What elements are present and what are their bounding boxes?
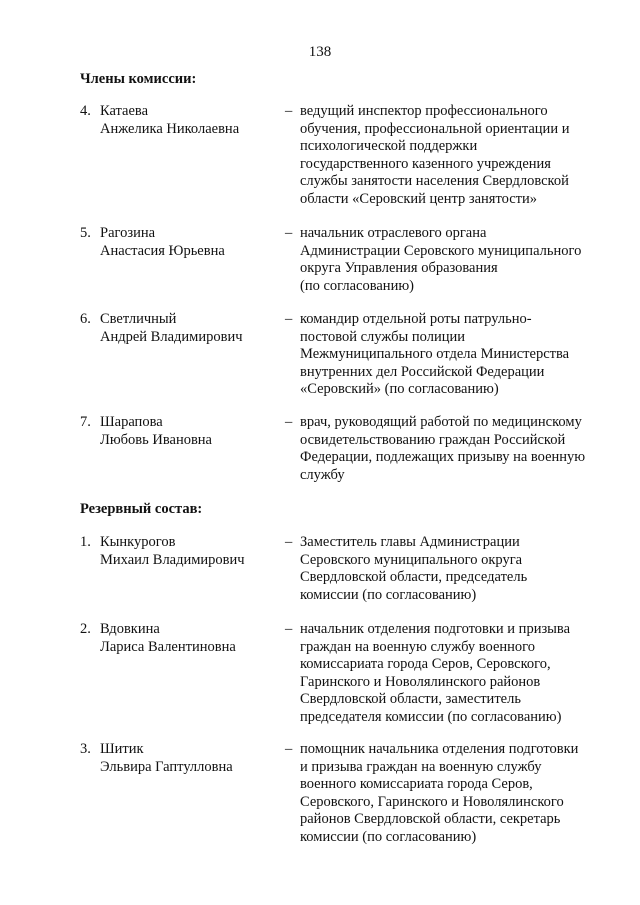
dash: – <box>285 311 293 327</box>
entry-number: 5. <box>80 225 91 241</box>
description-line: психологической поддержки <box>300 138 478 154</box>
page-number: 138 <box>308 44 332 60</box>
description-line: освидетельствованию граждан Российской <box>300 431 566 448</box>
description-line: государственного казенного учреждения <box>300 155 551 172</box>
position-description <box>300 103 610 208</box>
description-line: Межмуниципального отдела Министерства <box>300 346 570 362</box>
dash: – <box>285 225 293 241</box>
surname: Шарапова <box>100 414 163 430</box>
description-line: области «Серовский центр занятости» <box>300 190 537 207</box>
position-description <box>300 414 610 484</box>
person-name <box>100 414 275 449</box>
description-line: (по согласованию) <box>300 277 414 294</box>
description-line: постовой службы полиции <box>300 328 465 345</box>
position-description <box>300 621 610 726</box>
given-names: Андрей Владимирович <box>100 328 243 345</box>
dash: – <box>285 621 293 637</box>
entry-number: 2. <box>80 621 91 637</box>
given-names: Михаил Владимирович <box>100 551 245 568</box>
members-heading: Члены комиссии: <box>80 71 197 87</box>
entry-number: 4. <box>80 103 91 119</box>
description-line: начальник отделения подготовки и призыва <box>300 621 571 637</box>
surname: Кынкурогов <box>100 534 176 550</box>
description-line: помощник начальника отделения подготовки <box>300 741 579 757</box>
person-name <box>100 741 275 776</box>
person-name <box>100 311 275 346</box>
description-line: граждан на военную службу военного <box>300 638 535 655</box>
person-name <box>100 534 275 569</box>
description-line: внутренних дел Российской Федерации <box>300 363 545 380</box>
given-names: Эльвира Гаптулловна <box>100 758 233 775</box>
person-name <box>100 103 275 138</box>
position-description <box>300 534 610 604</box>
entry-number: 7. <box>80 414 91 430</box>
entry-number: 1. <box>80 534 91 550</box>
given-names: Лариса Валентиновна <box>100 638 236 655</box>
person-name <box>100 225 275 260</box>
description-line: комиссии (по согласованию) <box>300 828 477 845</box>
surname: Рагозина <box>100 225 156 241</box>
surname: Светличный <box>100 311 177 327</box>
surname: Катаева <box>100 103 149 119</box>
position-description <box>300 225 610 295</box>
reserve-heading: Резервный состав: <box>80 501 203 517</box>
description-line: округа Управления образования <box>300 260 498 276</box>
description-line: Серовского муниципального округа <box>300 551 523 568</box>
description-line: комиссариата города Серов, Серовского, <box>300 656 551 672</box>
person-name <box>100 621 275 656</box>
description-line: ведущий инспектор профессионального <box>300 103 548 119</box>
description-line: службу <box>300 466 345 483</box>
description-line: врач, руководящий работой по медицинскому <box>300 414 582 430</box>
description-line: Свердловской области, председатель <box>300 569 528 585</box>
description-line: Серовского, Гаринского и Новолялинского <box>300 793 564 810</box>
description-line: «Серовский» (по согласованию) <box>300 381 499 397</box>
entry-number: 6. <box>80 311 91 327</box>
entry-number: 3. <box>80 741 91 757</box>
given-names: Анастасия Юрьевна <box>100 242 225 259</box>
description-line: районов Свердловской области, секретарь <box>300 811 561 827</box>
description-line: Свердловской области, заместитель <box>300 691 521 707</box>
dash: – <box>285 741 293 757</box>
description-line: Гаринского и Новолялинского районов <box>300 673 541 690</box>
position-description <box>300 741 610 846</box>
surname: Вдовкина <box>100 621 160 637</box>
description-line: обучения, профессиональной ориентации и <box>300 120 570 137</box>
description-line: и призыва граждан на военную службу <box>300 758 542 775</box>
description-line: Администрации Серовского муниципального <box>300 242 582 259</box>
given-names: Любовь Ивановна <box>100 431 212 448</box>
description-line: Заместитель главы Администрации <box>300 534 520 550</box>
given-names: Анжелика Николаевна <box>100 120 240 137</box>
surname: Шитик <box>100 741 144 757</box>
description-line: председателя комиссии (по согласованию) <box>300 708 562 725</box>
description-line: комиссии (по согласованию) <box>300 586 477 603</box>
dash: – <box>285 103 293 119</box>
description-line: военного комиссариата города Серов, <box>300 776 533 792</box>
description-line: службы занятости населения Свердловской <box>300 173 569 189</box>
description-line: Федерации, подлежащих призыву на военную <box>300 449 586 465</box>
description-line: начальник отраслевого органа <box>300 225 487 241</box>
dash: – <box>285 414 293 430</box>
dash: – <box>285 534 293 550</box>
position-description <box>300 311 610 399</box>
description-line: командир отдельной роты патрульно- <box>300 311 532 327</box>
